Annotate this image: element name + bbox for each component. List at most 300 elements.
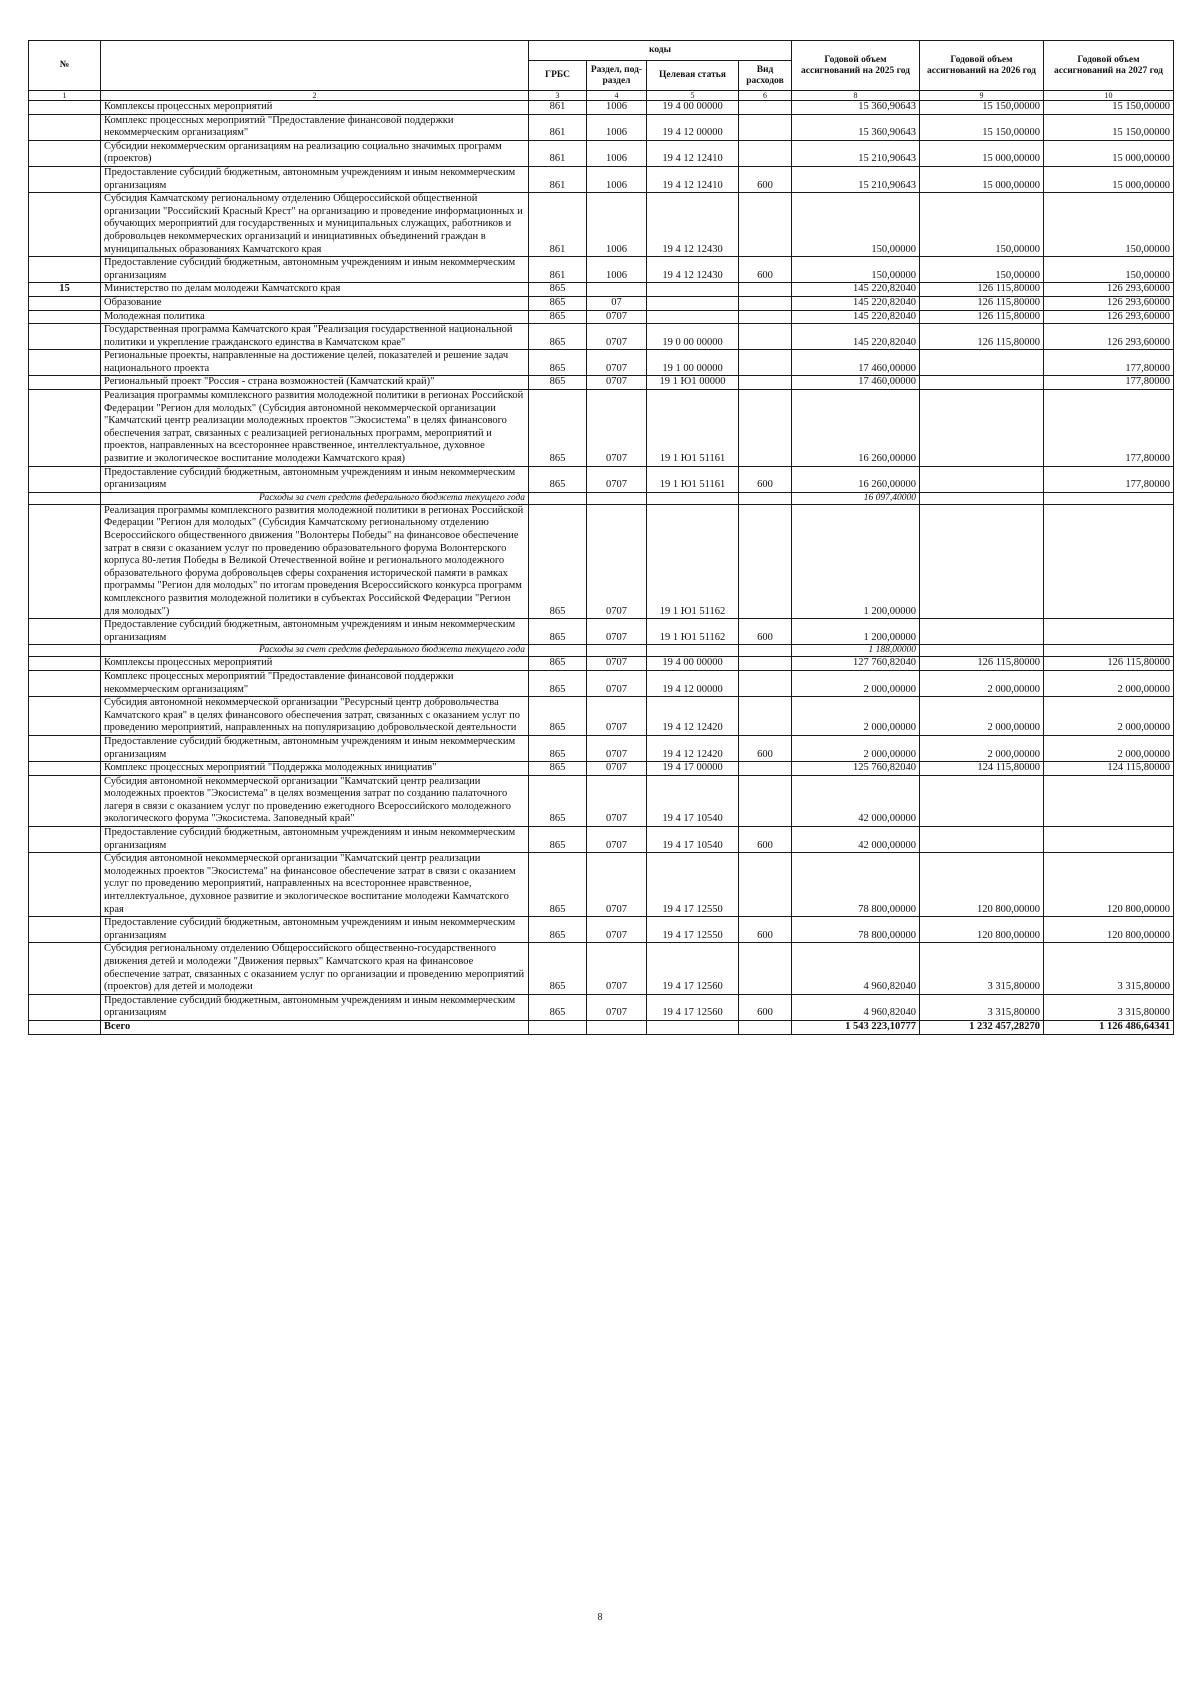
row-kind	[739, 504, 792, 618]
row-amount-2027: 2 000,00000	[1044, 735, 1174, 761]
total-2026: 1 232 457,28270	[920, 1020, 1044, 1034]
row-amount-2025: 15 360,90643	[792, 101, 920, 115]
row-name: Предоставление субсидий бюджетным, автономным учреждениям и иным некоммерческим организациям	[101, 735, 529, 761]
row-amount-2026: 2 000,00000	[920, 670, 1044, 696]
row-section: 0707	[587, 657, 647, 671]
row-target: 19 1 Ю1 51161	[647, 466, 739, 492]
row-kind	[739, 324, 792, 350]
row-section: 0707	[587, 324, 647, 350]
row-kind	[739, 645, 792, 657]
row-target: 19 4 12 12430	[647, 193, 739, 257]
row-grbs: 865	[529, 310, 587, 324]
row-amount-2027: 3 315,80000	[1044, 943, 1174, 994]
row-grbs: 861	[529, 257, 587, 283]
row-section: 0707	[587, 943, 647, 994]
row-target: 19 4 12 12420	[647, 697, 739, 736]
table-body	[29, 101, 1174, 1021]
row-grbs: 865	[529, 943, 587, 994]
row-target	[647, 310, 739, 324]
row-name: Субсидия автономной некоммерческой организации "Камчатский центр реализации молодежных проектов "Экосистема" в целях возмещения затрат по созданию палаточного лагеря в связи с оказанием услуг по проведению ежегодного Всероссийского молодежного экологического форума "Экосистема. Заповедный край"	[101, 775, 529, 826]
row-name: Образование	[101, 296, 529, 310]
row-amount-2025: 16 097,40000	[792, 492, 920, 504]
row-amount-2026: 15 150,00000	[920, 101, 1044, 115]
row-section: 0707	[587, 350, 647, 376]
row-section: 0707	[587, 466, 647, 492]
row-amount-2026: 2 000,00000	[920, 697, 1044, 736]
row-name: Предоставление субсидий бюджетным, автономным учреждениям и иным некоммерческим организациям	[101, 994, 529, 1020]
row-name: Реализация программы комплексного развития молодежной политики в регионах Российской Федерации "Регион для молодых" (Субсидия Камчатскому региональному отделению Всероссийского общественного движения "Волонтеры Победы" на финансовое обеспечение затрат в связи с оказанием услуг по проведению образовательного форума Волонтерского корпуса 80-летия Победы в Великой Отечественной войне и регионального молодежного образовательного форума добровольцев сферы сохранения исторической памяти в рамках программы "Регион для молодых" по итогам проведения Всероссийского конкурса программ комплексного развития молодежной политики в субъектах Российской Федерации "Регион для молодых")	[101, 504, 529, 618]
row-name: Комплекс процессных мероприятий "Предоставление финансовой поддержки некоммерческим организациям"	[101, 670, 529, 696]
row-amount-2025: 15 210,90643	[792, 140, 920, 166]
budget-allocation-table	[28, 40, 1174, 1035]
table-row	[29, 504, 1174, 618]
row-amount-2026	[920, 645, 1044, 657]
table-row	[29, 994, 1174, 1020]
row-kind: 600	[739, 994, 792, 1020]
row-amount-2025: 42 000,00000	[792, 827, 920, 853]
table-row	[29, 657, 1174, 671]
row-number	[29, 324, 101, 350]
row-name: Субсидия Камчатскому региональному отделению Общероссийской общественной организации "Российский Красный Крест" на организацию и проведение информационных и обучающих мероприятий для государственных и муниципальных служащих, работников и добровольцев некоммерческих организаций и инициативных объединений граждан в муниципальных образованиях Камчатского края	[101, 193, 529, 257]
row-number	[29, 670, 101, 696]
page-number: 8	[597, 1612, 603, 1623]
row-section: 0707	[587, 853, 647, 917]
column-number: 5	[647, 91, 739, 101]
row-section: 1006	[587, 257, 647, 283]
row-number	[29, 994, 101, 1020]
row-kind: 600	[739, 619, 792, 645]
row-target: 19 4 12 00000	[647, 114, 739, 140]
row-amount-2025: 2 000,00000	[792, 735, 920, 761]
column-number: 2	[101, 91, 529, 101]
row-amount-2027: 150,00000	[1044, 193, 1174, 257]
row-kind	[739, 657, 792, 671]
row-grbs	[529, 645, 587, 657]
row-amount-2026: 15 000,00000	[920, 166, 1044, 192]
row-kind	[739, 296, 792, 310]
row-grbs: 865	[529, 853, 587, 917]
row-target: 19 4 12 12410	[647, 140, 739, 166]
table-row	[29, 619, 1174, 645]
row-amount-2026	[920, 350, 1044, 376]
row-section	[587, 492, 647, 504]
table-row	[29, 376, 1174, 390]
row-section: 0707	[587, 619, 647, 645]
column-number: 6	[739, 91, 792, 101]
table-row	[29, 827, 1174, 853]
row-grbs: 865	[529, 827, 587, 853]
row-number	[29, 101, 101, 115]
row-amount-2025: 1 200,00000	[792, 504, 920, 618]
table-row	[29, 762, 1174, 776]
row-amount-2027	[1044, 492, 1174, 504]
row-amount-2026: 3 315,80000	[920, 943, 1044, 994]
row-name: Региональные проекты, направленные на достижение целей, показателей и решение задач национального проекта	[101, 350, 529, 376]
row-grbs: 865	[529, 670, 587, 696]
table-row	[29, 257, 1174, 283]
total-section-cell	[587, 1020, 647, 1034]
table-row	[29, 166, 1174, 192]
row-amount-2025: 150,00000	[792, 257, 920, 283]
row-amount-2026: 150,00000	[920, 193, 1044, 257]
table-row	[29, 101, 1174, 115]
table-row	[29, 296, 1174, 310]
row-target	[647, 492, 739, 504]
row-amount-2027: 15 000,00000	[1044, 166, 1174, 192]
row-section	[587, 283, 647, 297]
row-section: 0707	[587, 762, 647, 776]
row-amount-2025: 4 960,82040	[792, 943, 920, 994]
row-section: 0707	[587, 827, 647, 853]
row-number	[29, 943, 101, 994]
row-grbs: 865	[529, 466, 587, 492]
header-target: Целевая статья	[647, 61, 739, 91]
row-target: 19 1 Ю1 51162	[647, 619, 739, 645]
row-section: 0707	[587, 376, 647, 390]
row-amount-2025: 16 260,00000	[792, 466, 920, 492]
row-name: Комплекс процессных мероприятий "Поддержка молодежных инициатив"	[101, 762, 529, 776]
total-num-cell	[29, 1020, 101, 1034]
row-amount-2025: 4 960,82040	[792, 994, 920, 1020]
row-amount-2025: 78 800,00000	[792, 917, 920, 943]
row-kind: 600	[739, 166, 792, 192]
row-name: Субсидии некоммерческим организациям на реализацию социально значимых программ (проектов)	[101, 140, 529, 166]
row-name: Расходы за счет средств федерального бюджета текущего года	[101, 492, 529, 504]
row-kind	[739, 697, 792, 736]
row-grbs: 865	[529, 735, 587, 761]
row-amount-2027: 126 293,60000	[1044, 283, 1174, 297]
row-target	[647, 283, 739, 297]
row-kind	[739, 114, 792, 140]
row-amount-2026	[920, 466, 1044, 492]
row-section: 1006	[587, 166, 647, 192]
row-grbs: 865	[529, 657, 587, 671]
row-section: 0707	[587, 917, 647, 943]
row-amount-2027: 126 115,80000	[1044, 657, 1174, 671]
row-amount-2027	[1044, 504, 1174, 618]
total-kind-cell	[739, 1020, 792, 1034]
row-target: 19 4 00 00000	[647, 657, 739, 671]
row-grbs: 865	[529, 504, 587, 618]
row-amount-2026: 126 115,80000	[920, 296, 1044, 310]
row-amount-2025: 2 000,00000	[792, 670, 920, 696]
row-amount-2025: 145 220,82040	[792, 310, 920, 324]
row-amount-2025: 145 220,82040	[792, 296, 920, 310]
row-amount-2026: 120 800,00000	[920, 917, 1044, 943]
row-number: 15	[29, 283, 101, 297]
row-amount-2027: 3 315,80000	[1044, 994, 1174, 1020]
row-name: Предоставление субсидий бюджетным, автономным учреждениям и иным некоммерческим организациям	[101, 166, 529, 192]
table-row	[29, 466, 1174, 492]
row-number	[29, 775, 101, 826]
row-amount-2025: 15 210,90643	[792, 166, 920, 192]
row-target: 19 4 17 12560	[647, 943, 739, 994]
table-row	[29, 853, 1174, 917]
row-amount-2025: 78 800,00000	[792, 853, 920, 917]
row-number	[29, 390, 101, 467]
row-grbs: 865	[529, 376, 587, 390]
row-number	[29, 257, 101, 283]
row-name: Предоставление субсидий бюджетным, автономным учреждениям и иным некоммерческим организациям	[101, 917, 529, 943]
row-grbs	[529, 492, 587, 504]
row-amount-2025: 145 220,82040	[792, 324, 920, 350]
row-amount-2027: 126 293,60000	[1044, 324, 1174, 350]
row-amount-2027	[1044, 775, 1174, 826]
header-year-2026: Годовой объем ассигнований на 2026 год	[920, 41, 1044, 91]
total-2025: 1 543 223,10777	[792, 1020, 920, 1034]
row-amount-2026	[920, 504, 1044, 618]
row-number	[29, 504, 101, 618]
total-label: Всего	[101, 1020, 529, 1034]
table-row	[29, 193, 1174, 257]
row-kind	[739, 193, 792, 257]
row-number	[29, 827, 101, 853]
row-grbs: 865	[529, 350, 587, 376]
row-amount-2025: 125 760,82040	[792, 762, 920, 776]
row-section: 1006	[587, 114, 647, 140]
row-kind	[739, 376, 792, 390]
row-amount-2027: 15 150,00000	[1044, 101, 1174, 115]
row-amount-2027: 124 115,80000	[1044, 762, 1174, 776]
row-amount-2025: 17 460,00000	[792, 376, 920, 390]
row-kind	[739, 350, 792, 376]
row-amount-2025: 2 000,00000	[792, 697, 920, 736]
row-target: 19 4 17 10540	[647, 827, 739, 853]
row-target: 19 4 12 12420	[647, 735, 739, 761]
row-kind	[739, 762, 792, 776]
row-section: 0707	[587, 310, 647, 324]
row-kind	[739, 943, 792, 994]
row-amount-2027	[1044, 619, 1174, 645]
row-number	[29, 762, 101, 776]
row-target: 19 4 17 12560	[647, 994, 739, 1020]
row-amount-2026: 15 150,00000	[920, 114, 1044, 140]
row-number	[29, 466, 101, 492]
federal-budget-row	[29, 492, 1174, 504]
row-grbs: 861	[529, 114, 587, 140]
row-section: 0707	[587, 697, 647, 736]
row-amount-2026: 3 315,80000	[920, 994, 1044, 1020]
row-amount-2027: 150,00000	[1044, 257, 1174, 283]
row-name: Государственная программа Камчатского края "Реализация государственной национальной политики и укрепление гражданского единства в Камчатском крае"	[101, 324, 529, 350]
row-amount-2026: 2 000,00000	[920, 735, 1044, 761]
row-amount-2026: 15 000,00000	[920, 140, 1044, 166]
row-amount-2027: 177,80000	[1044, 376, 1174, 390]
row-grbs: 865	[529, 619, 587, 645]
row-section: 07	[587, 296, 647, 310]
row-name: Субсидия автономной некоммерческой организации "Камчатский центр реализации молодежных проектов "Экосистема" на финансовое обеспечение затрат в связи с оказанием услуг по проведению мероприятий, направленных на всестороннее нравственное, интеллектуальное, духовное развитие и экологическое воспитание молодежи Камчатского края	[101, 853, 529, 917]
row-grbs: 865	[529, 917, 587, 943]
row-amount-2026: 124 115,80000	[920, 762, 1044, 776]
table-row	[29, 350, 1174, 376]
row-amount-2026: 126 115,80000	[920, 324, 1044, 350]
row-target: 19 1 Ю1 00000	[647, 376, 739, 390]
row-number	[29, 376, 101, 390]
row-kind	[739, 775, 792, 826]
row-kind	[739, 670, 792, 696]
table-row	[29, 943, 1174, 994]
row-number	[29, 310, 101, 324]
row-target	[647, 296, 739, 310]
row-name: Комплексы процессных мероприятий	[101, 101, 529, 115]
row-amount-2027: 126 293,60000	[1044, 296, 1174, 310]
header-num: №	[29, 41, 101, 91]
row-amount-2025: 42 000,00000	[792, 775, 920, 826]
table-row	[29, 735, 1174, 761]
row-kind	[739, 310, 792, 324]
row-section: 0707	[587, 504, 647, 618]
row-section: 1006	[587, 193, 647, 257]
row-name: Расходы за счет средств федерального бюджета текущего года	[101, 645, 529, 657]
row-grbs: 865	[529, 697, 587, 736]
row-number	[29, 853, 101, 917]
row-kind	[739, 390, 792, 467]
row-kind	[739, 101, 792, 115]
row-kind	[739, 283, 792, 297]
row-number	[29, 657, 101, 671]
row-number	[29, 114, 101, 140]
row-number	[29, 296, 101, 310]
row-amount-2026: 126 115,80000	[920, 657, 1044, 671]
row-number	[29, 735, 101, 761]
column-number: 4	[587, 91, 647, 101]
row-name: Реализация программы комплексного развития молодежной политики в регионах Российской Федерации "Регион для молодых" (Субсидия автономной некоммерческой организации "Камчатский центр реализации молодежных проектов "Экосистема" в целях финансового обеспечения затрат, связанных с реализацией региональных программ, мероприятий и проектов, направленных на всестороннее нравственное, интеллектуальное, духовное развитие и экологическое воспитание молодежи Камчатского края)	[101, 390, 529, 467]
total-target-cell	[647, 1020, 739, 1034]
row-grbs: 865	[529, 296, 587, 310]
table-row	[29, 324, 1174, 350]
table-row	[29, 114, 1174, 140]
table-row	[29, 140, 1174, 166]
row-kind: 600	[739, 735, 792, 761]
table-row	[29, 917, 1174, 943]
row-section: 0707	[587, 994, 647, 1020]
row-amount-2027: 177,80000	[1044, 390, 1174, 467]
column-number: 9	[920, 91, 1044, 101]
header-year-2027: Годовой объем ассигнований на 2027 год	[1044, 41, 1174, 91]
row-amount-2026	[920, 619, 1044, 645]
row-target: 19 4 17 12550	[647, 917, 739, 943]
row-number	[29, 193, 101, 257]
row-amount-2026	[920, 775, 1044, 826]
row-name: Молодежная политика	[101, 310, 529, 324]
row-amount-2026: 150,00000	[920, 257, 1044, 283]
row-target: 19 4 12 12430	[647, 257, 739, 283]
header-section: Раздел, под-раздел	[587, 61, 647, 91]
row-name: Предоставление субсидий бюджетным, автономным учреждениям и иным некоммерческим организациям	[101, 619, 529, 645]
row-amount-2027: 15 150,00000	[1044, 114, 1174, 140]
row-amount-2025: 127 760,82040	[792, 657, 920, 671]
row-target: 19 1 Ю1 51161	[647, 390, 739, 467]
row-section: 1006	[587, 140, 647, 166]
row-amount-2025: 145 220,82040	[792, 283, 920, 297]
row-grbs: 865	[529, 994, 587, 1020]
row-name: Комплекс процессных мероприятий "Предоставление финансовой поддержки некоммерческим организациям"	[101, 114, 529, 140]
row-number	[29, 350, 101, 376]
header-kind: Вид расходов	[739, 61, 792, 91]
row-amount-2025: 1 200,00000	[792, 619, 920, 645]
row-kind	[739, 853, 792, 917]
row-name: Предоставление субсидий бюджетным, автономным учреждениям и иным некоммерческим организациям	[101, 827, 529, 853]
row-amount-2027: 2 000,00000	[1044, 670, 1174, 696]
table-row	[29, 670, 1174, 696]
row-amount-2027: 2 000,00000	[1044, 697, 1174, 736]
row-number	[29, 166, 101, 192]
row-kind	[739, 140, 792, 166]
table-row	[29, 775, 1174, 826]
total-row	[29, 1020, 1174, 1034]
row-name: Предоставление субсидий бюджетным, автономным учреждениям и иным некоммерческим организациям	[101, 466, 529, 492]
row-number	[29, 140, 101, 166]
row-section: 0707	[587, 670, 647, 696]
row-amount-2025: 150,00000	[792, 193, 920, 257]
table-row	[29, 283, 1174, 297]
row-amount-2026: 126 115,80000	[920, 310, 1044, 324]
row-target: 19 1 00 00000	[647, 350, 739, 376]
row-target: 19 4 12 00000	[647, 670, 739, 696]
row-grbs: 865	[529, 283, 587, 297]
row-grbs: 861	[529, 140, 587, 166]
row-amount-2027	[1044, 645, 1174, 657]
table-row	[29, 697, 1174, 736]
row-number	[29, 697, 101, 736]
total-2027: 1 126 486,64341	[1044, 1020, 1174, 1034]
row-amount-2027	[1044, 827, 1174, 853]
total-grbs-cell	[529, 1020, 587, 1034]
row-kind: 600	[739, 257, 792, 283]
row-amount-2025: 1 188,00000	[792, 645, 920, 657]
row-grbs: 861	[529, 101, 587, 115]
row-kind: 600	[739, 466, 792, 492]
column-number: 8	[792, 91, 920, 101]
row-kind: 600	[739, 917, 792, 943]
row-amount-2027: 177,80000	[1044, 350, 1174, 376]
column-number: 3	[529, 91, 587, 101]
row-grbs: 865	[529, 324, 587, 350]
row-target: 19 4 00 00000	[647, 101, 739, 115]
row-kind: 600	[739, 827, 792, 853]
table-row	[29, 310, 1174, 324]
row-grbs: 861	[529, 166, 587, 192]
header-year-2025: Годовой объем ассигнований на 2025 год	[792, 41, 920, 91]
row-amount-2026	[920, 376, 1044, 390]
row-amount-2026	[920, 827, 1044, 853]
row-section	[587, 645, 647, 657]
row-name: Комплексы процессных мероприятий	[101, 657, 529, 671]
row-amount-2027: 120 800,00000	[1044, 853, 1174, 917]
row-amount-2025: 15 360,90643	[792, 114, 920, 140]
row-name: Субсидия автономной некоммерческой организации "Ресурсный центр добровольчества Камчатского края" в целях финансового обеспечения затрат, связанных с оказанием услуг по проведению мероприятий, направленных на популяризацию добровольческой деятельности	[101, 697, 529, 736]
row-amount-2027: 120 800,00000	[1044, 917, 1174, 943]
row-number	[29, 645, 101, 657]
row-amount-2026	[920, 390, 1044, 467]
row-name: Субсидия региональному отделению Общероссийского общественно-государственного движения детей и молодежи "Движения первых" Камчатского края на финансовое обеспечение затрат, связанных с оказанием услуг по организации и проведению мероприятий (проектов) для детей и молодежи	[101, 943, 529, 994]
row-target: 19 1 Ю1 51162	[647, 504, 739, 618]
row-amount-2025: 16 260,00000	[792, 390, 920, 467]
header-grbs: ГРБС	[529, 61, 587, 91]
row-number	[29, 917, 101, 943]
row-target: 19 4 12 12410	[647, 166, 739, 192]
row-grbs: 861	[529, 193, 587, 257]
row-section: 0707	[587, 390, 647, 467]
row-amount-2026: 126 115,80000	[920, 283, 1044, 297]
row-amount-2027: 15 000,00000	[1044, 140, 1174, 166]
row-section: 0707	[587, 735, 647, 761]
row-amount-2026: 120 800,00000	[920, 853, 1044, 917]
table-row	[29, 390, 1174, 467]
row-amount-2027: 126 293,60000	[1044, 310, 1174, 324]
row-target: 19 4 17 00000	[647, 762, 739, 776]
row-name: Министерство по делам молодежи Камчатского края	[101, 283, 529, 297]
